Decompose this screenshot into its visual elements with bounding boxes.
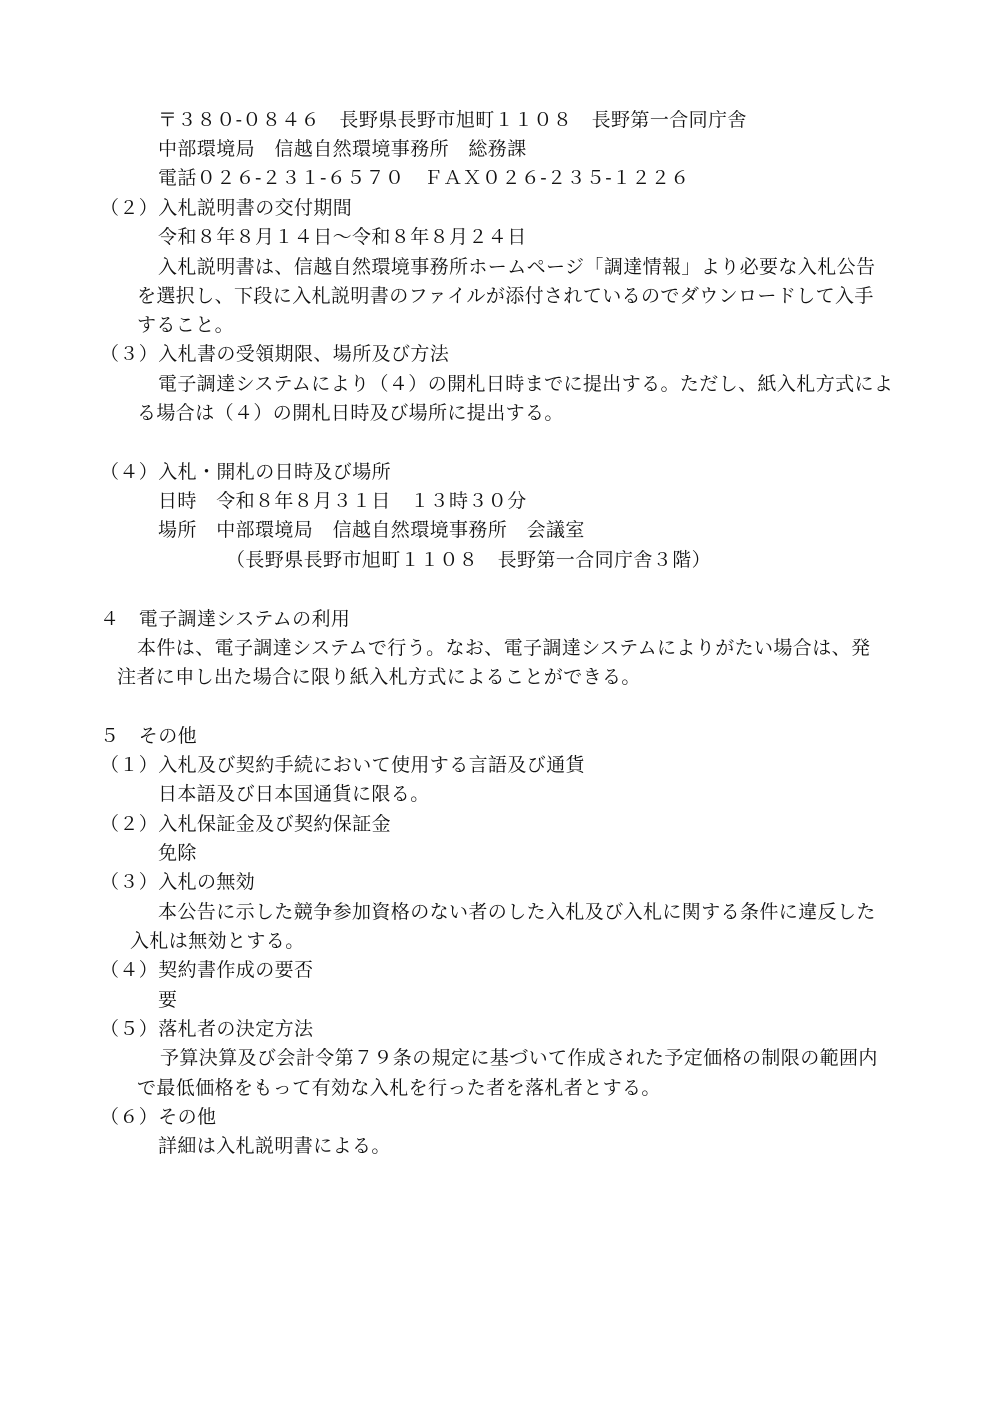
- section-5-item-heading: （６）その他: [100, 1106, 217, 1128]
- section-5-item-body-line: 要: [158, 989, 178, 1011]
- section-5-heading: ５ その他: [100, 725, 198, 747]
- section-5-item-body-line: 免除: [158, 842, 197, 864]
- section-5-item-heading: （５）落札者の決定方法: [100, 1018, 314, 1040]
- contact-office: 中部環境局 信越自然環境事務所 総務課: [158, 138, 527, 160]
- item-2-body-line: 入札説明書は、信越自然環境事務所ホームページ「調達情報」より必要な入札公告: [158, 256, 876, 278]
- section-5-item-heading: （１）入札及び契約手続において使用する言語及び通貨: [100, 754, 586, 776]
- section-5-item-body-line: 日本語及び日本国通貨に限る。: [158, 783, 430, 805]
- section-5-item-heading: （３）入札の無効: [100, 871, 256, 893]
- contact-address: 〒３８０-０８４６ 長野県長野市旭町１１０８ 長野第一合同庁舎: [158, 109, 747, 131]
- section-4-body-line: 本件は、電子調達システムで行う。なお、電子調達システムによりがたい場合は、発: [137, 637, 871, 659]
- item-4-place: 場所 中部環境局 信越自然環境事務所 会議室: [158, 519, 585, 541]
- section-5-item-body-line: で最低価格をもって有効な入札を行った者を落札者とする。: [137, 1077, 661, 1099]
- section-5-item-heading: （２）入札保証金及び契約保証金: [100, 813, 392, 835]
- section-5-item-body-line: 本公告に示した競争参加資格のない者のした入札及び入札に関する条件に違反した: [158, 901, 876, 923]
- contact-phone-fax: 電話０２６-２３１-６５７０ ＦＡＸ０２６-２３５-１２２６: [158, 167, 690, 189]
- item-2-body-line: を選択し、下段に入札説明書のファイルが添付されているのでダウンロードして入手: [137, 285, 874, 307]
- item-2-heading: （２）入札説明書の交付期間: [100, 197, 353, 219]
- item-2-body-line: すること。: [137, 314, 235, 336]
- section-4-body-line: 注者に申し出た場合に限り紙入札方式によることができる。: [117, 666, 641, 688]
- item-3-body-line: 電子調達システムにより（４）の開札日時までに提出する。ただし、紙入札方式によ: [158, 373, 894, 395]
- item-4-datetime: 日時 令和８年８月３１日 １３時３０分: [158, 490, 527, 512]
- section-5-item-body-line: 入札は無効とする。: [130, 930, 305, 952]
- item-2-period: 令和８年８月１４日～令和８年８月２４日: [158, 226, 527, 248]
- section-4-heading: ４ 電子調達システムの利用: [100, 608, 351, 630]
- item-4-heading: （４）入札・開札の日時及び場所: [100, 461, 392, 483]
- section-5-item-heading: （４）契約書作成の要否: [100, 959, 314, 981]
- section-5-item-body-line: 予算決算及び会計令第７９条の規定に基づいて作成された予定価格の制限の範囲内: [160, 1047, 878, 1069]
- item-4-place-detail: （長野県長野市旭町１１０８ 長野第一合同庁舎３階）: [226, 549, 712, 571]
- section-5-item-body-line: 詳細は入札説明書による。: [158, 1135, 391, 1157]
- item-3-heading: （３）入札書の受領期限、場所及び方法: [100, 343, 450, 365]
- item-3-body-line: る場合は（４）の開札日時及び場所に提出する。: [137, 402, 564, 424]
